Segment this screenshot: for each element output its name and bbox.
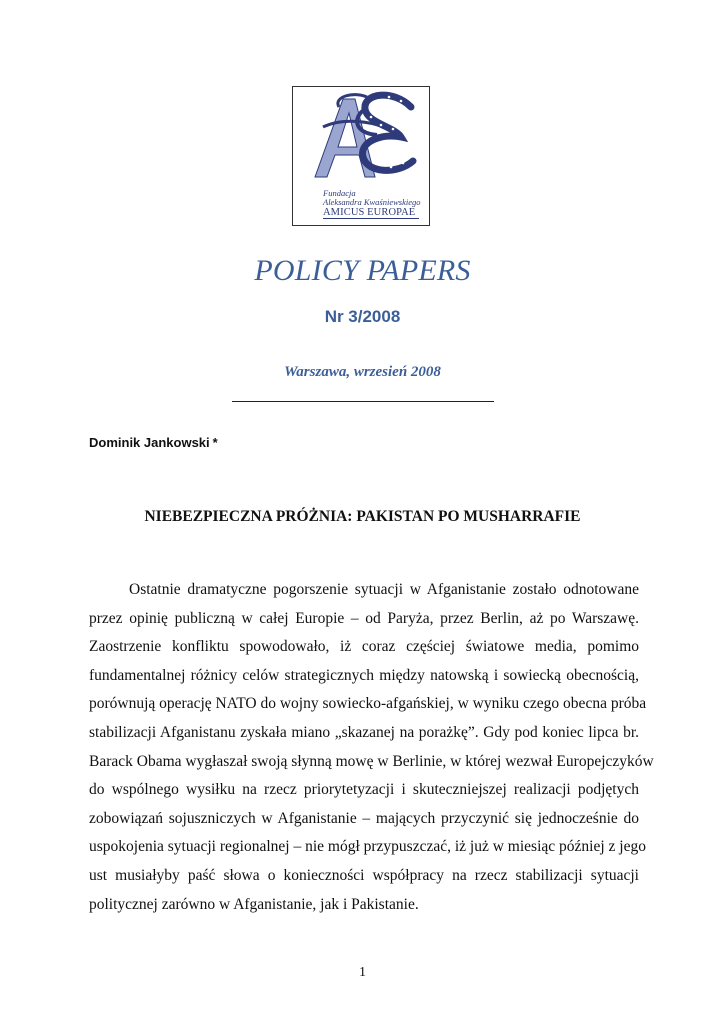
ae-monogram-icon	[293, 87, 431, 187]
logo-line-amicus: AMICUS EUROPAE	[323, 208, 419, 219]
body-line: politycznej zarówno w Afganistanie, jak i Pakistanie.	[89, 895, 419, 913]
logo-line-fundacja: Fundacja	[323, 188, 356, 198]
article-title: NIEBEZPIECZNA PRÓŻNIA: PAKISTAN PO MUSHARRAFIE	[144, 508, 581, 525]
place-date: Warszawa, wrzesień 2008	[284, 364, 441, 380]
body-line: uspokojenia sytuacji regionalnej – nie mógł przypuszczać, iż już w miesiąc później z jego	[89, 838, 646, 856]
body-line: Ostatnie dramatyczne pogorszenie sytuacji w Afganistanie zostało odnotowane	[129, 581, 639, 598]
page-number: 1	[359, 965, 366, 980]
author-footnote-mark: *	[212, 435, 218, 450]
divider-rule	[232, 401, 494, 402]
body-line: porównują operację NATO do wojny sowiecko-afgańskiej, w wyniku czego obecna próba	[89, 695, 647, 713]
article-body	[89, 576, 654, 919]
body-line: stabilizacji Afganistanu zyskała miano „skazanej na porażkę”. Gdy pod koniec lipca br.	[89, 723, 639, 741]
foundation-logo	[292, 86, 430, 226]
body-line: przez opinię publiczną w całej Europie – od Paryża, przez Berlin, aż po Warszawę.	[89, 609, 639, 627]
logo-line-name: Aleksandra Kwaśniewskiego	[323, 197, 421, 207]
body-line: do wspólnego wysiłku na rzecz priorytetyzacji i skuteczniejszej realizacji podjętych	[89, 781, 639, 799]
body-line: ust musiałyby paść słowa o konieczności współpracy na rzecz stabilizacji sytuacji	[89, 866, 639, 884]
document-title: POLICY PAPERS	[254, 254, 471, 287]
body-line: zobowiązań sojuszniczych w Afganistanie – mających przyczynić się jednocześnie do	[89, 809, 639, 827]
body-line: fundamentalnej różnicy celów strategicznych między natowską i sowiecką obecnością,	[89, 666, 639, 684]
author-name: Dominik Jankowski	[89, 435, 210, 450]
author	[89, 435, 218, 450]
body-line: Zaostrzenie konfliktu spowodowało, iż coraz częściej światowe media, pomimo	[89, 638, 639, 656]
issue-number: Nr 3/2008	[324, 307, 401, 326]
body-line: Barack Obama wygłaszał swoją słynną mowę w Berlinie, w której wezwał Europejczyków	[89, 752, 654, 770]
